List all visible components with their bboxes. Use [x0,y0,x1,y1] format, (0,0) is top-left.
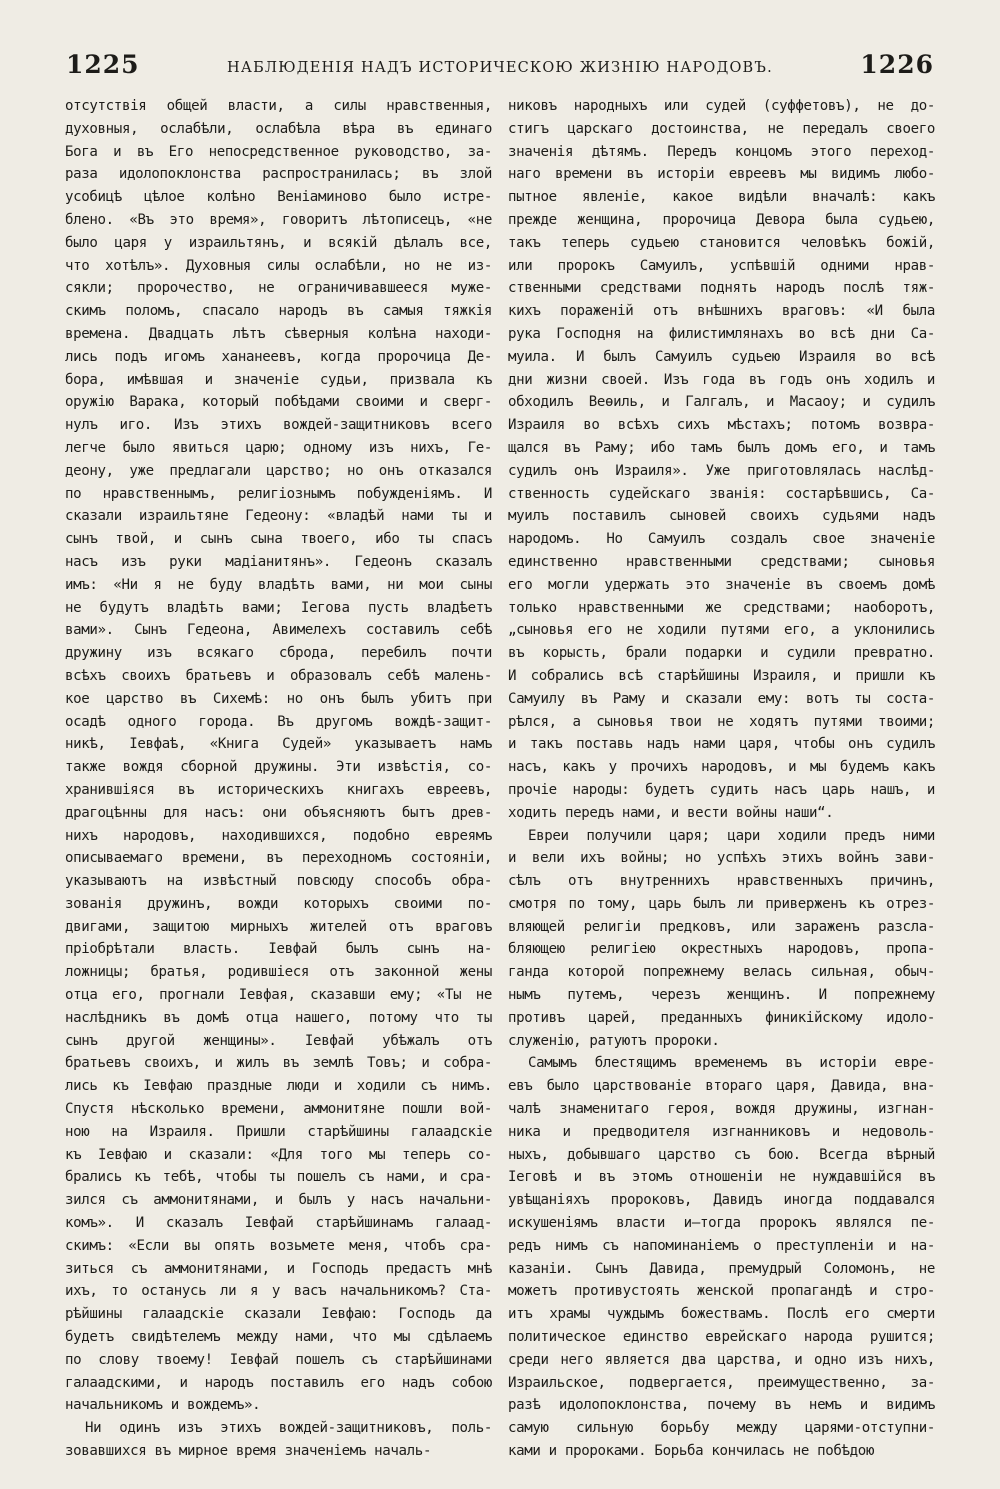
text-line: муилъ поставилъ сыновей своихъ судьями надъ [508,508,935,525]
text-line: обходилъ Веѳиль, и Галгалъ, и Масаоу; и судилъ [508,394,935,411]
text-line: рука Господня на филистимлянахъ во всѣ дни Са- [508,325,935,342]
text-line: такъ теперь судьею становится человѣкъ божій, [508,234,935,251]
text-line: сказали израильтяне Гедеону: «владѣй нами ты и [65,508,492,525]
text-line: рѣйшины галаадскіе сказали Іевфаю: Господь да [65,1306,492,1323]
text-line: галаадскими, и народъ поставилъ его надъ собою [65,1374,492,1391]
text-line: описываемаго времени, въ переходномъ состояніи, [65,850,492,867]
text-line: будетъ свидѣтелемъ между нами, что мы сдѣлаемъ [65,1329,492,1346]
text-line: Іеговѣ и въ этомъ отношеніи не нуждавшійся въ [508,1169,935,1186]
text-line: всѣхъ своихъ братьевъ и образовалъ себѣ малень- [65,667,492,684]
text-line: бляющею религіею окрестныхъ народовъ, пропа- [508,941,935,958]
text-line: служенію, ратуютъ пророки. [508,1032,720,1049]
text-line: увѣщаніяхъ пророковъ, Давидъ иногда поддавался [508,1192,935,1209]
text-line: деону, уже предлагали царство; но онъ отказался [65,462,492,479]
text-line: по слову твоему! Іевфай пошелъ съ старѣйшинами [65,1351,492,1368]
text-line: насъ, какъ у прочихъ народовъ, и мы будемъ какъ [508,759,935,776]
text-line: наслѣдникъ въ домѣ отца нашего, потому что ты [65,1009,492,1026]
text-line: только нравственными же средствами; наоборотъ, [508,599,935,616]
text-line: самую сильную борьбу между царями-отступни- [508,1420,935,1437]
text-line: зился съ аммонитянами, и былъ у насъ начальни- [65,1192,492,1209]
text-line: ственными средствами поднять народъ послѣ тяж- [508,280,935,297]
text-line: И собрались всѣ старѣйшины Израиля, и пришли къ [508,667,935,684]
text-line: насъ изъ руки мадіанитянъ». Гедеонъ сказалъ [65,553,492,570]
text-line: ганда которой попрежнему велась сильная, обыч- [508,964,935,981]
text-line: драгоцѣнны для насъ: они объясняютъ бытъ древ- [65,804,492,821]
text-line: сынъ другой женщины». Іевфай убѣжалъ отъ [65,1032,492,1049]
text-line: ками и пророками. Борьба кончилась не побѣдою [508,1443,875,1460]
text-line: нымъ путемъ, черезъ женщинъ. И попрежнему [508,987,935,1004]
text-line: осадѣ одного города. Въ другомъ вождѣ-защит- [65,713,492,730]
text-line: прежде женщина, пророчица Девора была судьею, [508,211,935,228]
text-line: искушеніямъ власти и—тогда пророкъ являлся пе- [508,1215,935,1232]
text-line: скимъ: «Если вы опять возьмете меня, чтобъ сра- [65,1237,492,1254]
text-line: „сыновья его не ходили путями его, а уклонились [508,622,935,639]
text-line: легче было явиться царю; одному изъ нихъ, Ге- [65,439,492,456]
text-line: оружію Варака, который побѣдами своими и сверг- [65,394,492,411]
text-line: евъ было царствованіе втораго царя, Давида, вна- [508,1078,935,1095]
text-line: Самымъ блестящимъ временемъ въ исторіи евре- [528,1055,935,1072]
text-line: лись подъ игомъ хананеевъ, когда пророчица Де- [65,348,492,365]
text-line: щался въ Раму; ибо тамъ былъ домъ его, и тамъ [508,439,935,456]
text-line: ника и предводителя изгнанниковъ и недоволь- [508,1123,935,1140]
text-line: отсутствія общей власти, а силы нравственныя, [65,98,492,114]
text-line: отца его, прогнали Іевфая, сказавши ему; «Ты не [65,987,492,1004]
text-line: комъ». И сказалъ Іевфай старѣйшинамъ галаад- [65,1215,492,1232]
text-line: пріобрѣтали власть. Іевфай былъ сынъ на- [65,941,492,958]
text-line: бора, имѣвшая и значеніе судьи, призвала къ [65,371,492,388]
running-header [66,50,934,90]
text-line: вами». Сынъ Гедеона, Авимелехъ составилъ себѣ [65,622,492,639]
text-line: дни жизни своей. Изъ года въ годъ онъ ходилъ и [508,371,935,388]
text-line: въ корысть, брали подарки и судили превратно. [508,645,935,662]
text-line: рѣлся, а сыновья твои не ходятъ путями твоими; [508,713,935,730]
text-line: и такъ поставь надъ нами царя, чтобы онъ судилъ [508,736,935,753]
text-line: духовныя, ослабѣли, ослабѣла вѣра въ единаго [65,120,492,137]
text-line: сынъ твой, и сынъ сына твоего, ибо ты спасъ [65,531,492,548]
text-line: зиться съ аммонитянами, и Господь предастъ мнѣ [65,1260,492,1277]
text-line: и вели ихъ войны; но успѣхъ этихъ войнъ зави- [508,850,935,867]
text-line: Евреи получили царя; цари ходили предъ ними [528,827,935,844]
text-line: судилъ онъ Израиля». Уже приготовлялась наслѣд- [508,462,935,479]
text-line: муила. И былъ Самуилъ судьею Израиля во всѣ [508,348,935,365]
text-line: раза идолопоклонства распространилась; въ злой [65,166,492,183]
text-line: Спустя нѣсколько времени, аммонитяне пошли вой- [65,1101,492,1118]
text-line: ныхъ, добывшаго царство съ бою. Всегда вѣрный [508,1146,935,1163]
text-line: кое царство въ Сихемѣ: но онъ былъ убитъ при [65,690,492,707]
text-line: сякли; пророчество, не ограничивавшееся муже- [65,280,492,297]
text-line: зовавшихся въ мирное время значеніемъ началь- [65,1443,432,1460]
text-line: братьевъ своихъ, и жилъ въ землѣ Товъ; и собра- [65,1055,492,1072]
text-line: редъ нимъ съ напоминаніемъ о преступленіи и на- [508,1237,935,1254]
text-line: вляющей религіи предковъ, или зараженъ разсла- [508,918,935,935]
text-line: ственность судейскаго званія: состарѣвшись, Са- [508,485,935,502]
text-line: Ни одинъ изъ этихъ вождей-защитниковъ, поль- [85,1420,492,1437]
text-line: сѣлъ отъ внутреннихъ нравственныхъ причинъ, [508,873,935,890]
running-title: НАБЛЮДЕНІЯ НАДЪ ИСТОРИЧЕСКОЮ ЖИЗНІЮ НАРОДОВЪ. [227,60,773,76]
text-line: по нравственнымъ, религіознымъ побужденіямъ. И [65,485,492,502]
text-line: Израиля во всѣхъ сихъ мѣстахъ; потомъ возвра- [508,417,935,434]
text-line: зованія дружинъ, вожди которыхъ своими по- [65,895,492,912]
text-line: начальникомъ и вождемъ». [65,1397,261,1414]
text-line: брались къ тебѣ, чтобы ты пошелъ съ нами, и сра- [65,1169,492,1186]
text-line: Самуилу въ Раму и сказали ему: вотъ ты соста- [508,690,935,707]
text-line: политическое единство еврейскаго народа рушится; [508,1329,935,1346]
text-line: значенія дѣтямъ. Передъ концомъ этого переход- [508,143,935,160]
text-line: его могли удержать это значеніе въ своемъ домѣ [508,576,935,593]
text-line: хранившіяся въ историческихъ книгахъ евреевъ, [65,781,492,798]
text-line: среди него является два царства, и одно изъ нихъ, [508,1351,935,1368]
text-line: итъ храмы чуждымъ божествамъ. Послѣ его смерти [508,1306,935,1323]
text-line: кихъ пораженій отъ внѣшнихъ враговъ: «И была [508,303,935,320]
text-line: или пророкъ Самуилъ, успѣвшій одними нрав- [508,257,935,274]
text-line: не будутъ владѣть вами; Іегова пусть владѣетъ [65,599,492,616]
page-number-right: 1226 [860,50,934,79]
text-line: наго времени въ исторіи евреевъ мы видимъ любо- [508,166,935,183]
text-line: времена. Двадцать лѣтъ сѣверныя колѣна находи- [65,325,492,342]
left-text-column [65,95,492,1463]
text-line: ложницы; братья, родившіеся отъ законной жены [65,964,492,981]
text-line: было царя у израильтянъ, и всякій дѣлалъ все, [65,234,492,251]
text-line: казаніи. Сынъ Давида, премудрый Соломонъ, не [508,1260,935,1277]
text-line: Израильское, подвергается, преимущественно, за- [508,1374,935,1391]
text-line: противъ царей, преданныхъ финикійскому идоло- [508,1009,935,1026]
text-line: ходить передъ нами, и вести войны наши“. [508,804,834,821]
text-line: указываютъ на извѣстный повсюду способъ обра- [65,873,492,890]
text-line: единственно нравственными средствами; сыновья [508,553,935,570]
text-line: ною на Израиля. Пришли старѣйшины галаадскіе [65,1123,492,1140]
text-line: имъ: «Ни я не буду владѣть вами, ни мои сыны [65,576,492,593]
text-line: пытное явленіе, какое видѣли вначалѣ: какъ [508,189,935,206]
text-line: смотря по тому, царь былъ ли приверженъ къ отрез- [508,895,935,912]
page-number-left: 1225 [66,50,140,79]
text-line: двигами, защитою мирныхъ жителей отъ враговъ [65,918,492,935]
text-line: можетъ противустоять женской пропагандѣ и стро- [508,1283,935,1300]
text-line: ихъ, то останусь ли я у васъ начальникомъ? Ста- [65,1283,492,1300]
right-text-column [508,95,935,1463]
text-line: также вождя сборной дружины. Эти извѣстія, со- [65,759,492,776]
text-line: Бога и въ Его непосредственное руководство, за- [65,143,492,160]
text-line: дружину изъ всякаго сброда, перебилъ почти [65,645,492,662]
text-line: стигъ царскаго достоинства, не передалъ своего [508,120,935,137]
text-line: къ Іевфаю и сказали: «Для того мы теперь со- [65,1146,492,1163]
text-line: разѣ идолопоклонства, почему въ немъ и видимъ [508,1397,935,1414]
text-line: прочіе народы: будетъ судить насъ царь нашъ, и [508,781,935,798]
text-line: нулъ иго. Изъ этихъ вождей-защитниковъ всего [65,417,492,434]
text-line: нихъ народовъ, находившихся, подобно евреямъ [65,827,492,844]
text-line: усобицѣ цѣлое колѣно Веніаминово было истре- [65,189,492,206]
text-line: блено. «Въ это время», говоритъ лѣтописецъ, «не [65,211,492,228]
text-line: лись къ Іевфаю праздные люди и ходили съ нимъ. [65,1078,492,1095]
text-line: скимъ поломъ, спасало народъ въ самыя тяжкія [65,303,492,320]
text-line: народомъ. Но Самуилъ создалъ свое значеніе [508,531,935,548]
text-line: чалѣ знаменитаго героя, вождя дружины, изгнан- [508,1101,935,1118]
text-line: никѣ, Іевфаѣ, «Книга Судей» указываетъ намъ [65,736,492,753]
text-line: никовъ народныхъ или судей (суффетовъ), не до- [508,98,935,114]
text-line: что хотѣлъ». Духовныя силы ослабѣли, но не из- [65,257,492,274]
